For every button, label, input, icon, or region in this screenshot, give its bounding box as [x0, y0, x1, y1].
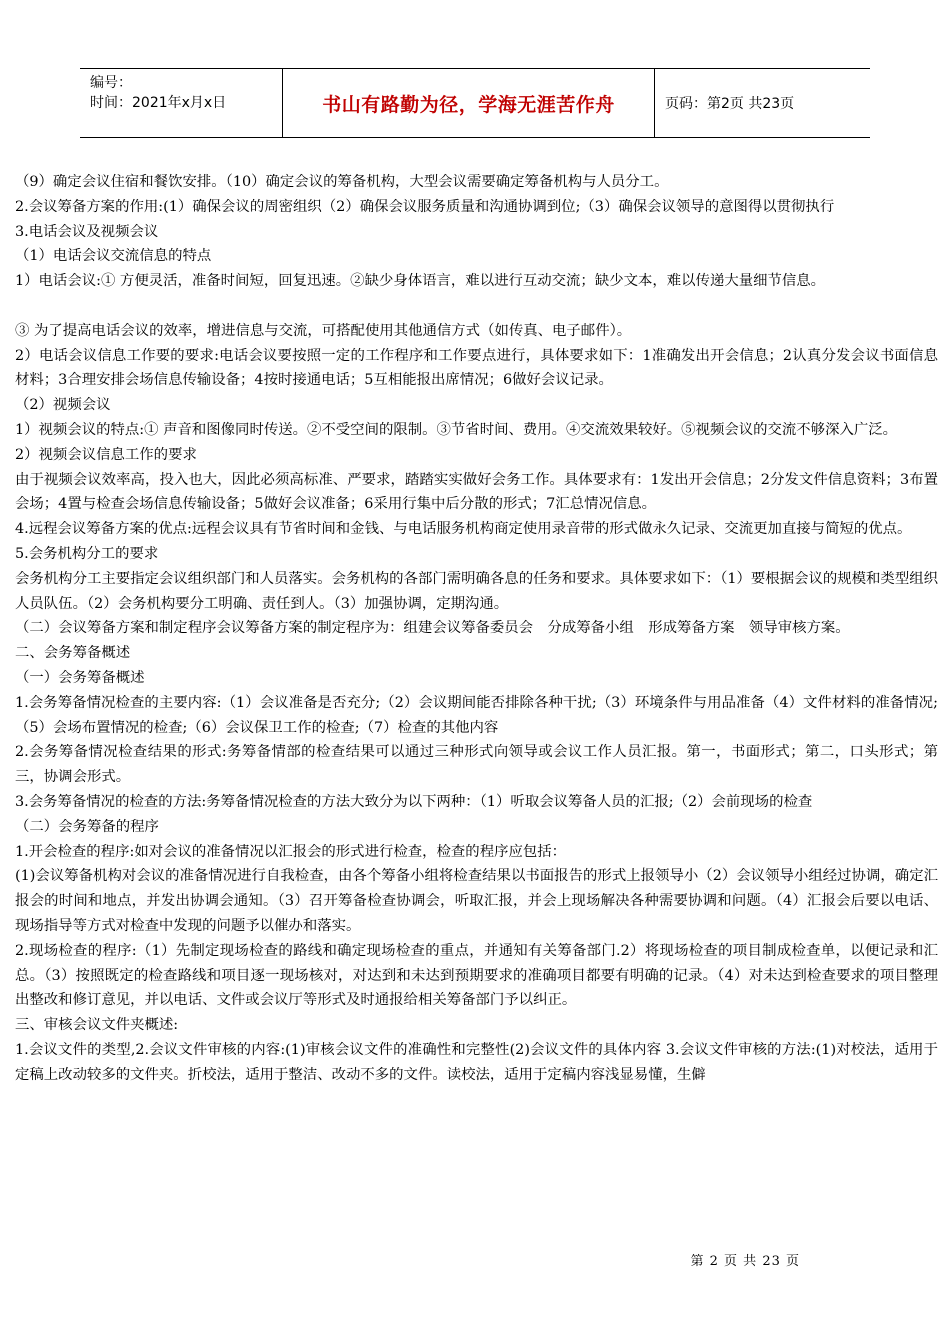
paragraph: 2）视频会议信息工作的要求 [15, 446, 197, 463]
paragraph: （9）确定会议住宿和餐饮安排。（10）确定会议的筹备机构，大型会议需要确定筹备机构与人员分工。 [15, 174, 669, 190]
paragraph: ③ 为了提高电话会议的效率，增进信息与交流，可搭配使用其他通信方式（如传真、电子邮件）。 [15, 322, 632, 339]
paragraph: （一）会务筹备概述 [15, 669, 145, 686]
paragraph: 1）视频会议的特点:① 声音和图像同时传送。②不受空间的限制。③节省时间、费用。④交流效果较好。⑤视频会议的交流不够深入广泛。 [15, 421, 898, 438]
paragraph: 2.现场检查的程序:（1）先制定现场检查的路线和确定现场检查的重点，并通知有关筹备部门.2）将现场检查的项目制成检查单，以便记录和汇总。（3）按照既定的检查路线和项目逐一现场核对，对达到和未达到预期要求的准确项目都要有明确的记录。（4）对未达到检查要求的项目整理出整改和修订意见，并以电话、文件或会议厅等形式及时通报给相关筹备部门予以纠正。 [15, 942, 938, 1009]
paragraph: 三、审核会议文件夹概述: [15, 1017, 179, 1034]
paragraph: 3.电话会议及视频会议 [15, 223, 159, 240]
paragraph: 2.会议筹备方案的作用:(1）确保会议的周密组织（2）确保会议服务质量和沟通协调到位;（3）确保会议领导的意图得以贯彻执行 [15, 198, 835, 215]
paragraph: 1.会务筹备情况检查的主要内容:（1）会议准备是否充分;（2）会议期间能否排除各种干扰;（3）环境条件与用品准备（4）文件材料的准备情况;（5）会场布置情况的检查;（6）会议保卫工作的检查;（7）检查的其他内容 [15, 694, 938, 736]
document-date-label: 时间：2021年x月x日 [90, 95, 227, 111]
paragraph: （1）电话会议交流信息的特点 [15, 248, 212, 265]
paragraph: 5.会务机构分工的要求 [15, 545, 159, 562]
paragraph: 1）电话会议:① 方便灵活，准备时间短，回复迅速。②缺少身体语言，难以进行互动交流；缺少文本，难以传递大量细节信息。 [15, 273, 826, 290]
paragraph: (1)会议筹备机构对会议的准备情况进行自我检查，由各个筹备小组将检查结果以书面报告的形式上报领导小（2）会议领导小组经过协调，确定汇报会的时间和地点，并发出协调会通知。（3）召开筹备检查协调会，听取汇报，并会上现场解决各种需要协调和问题。（4）汇报会后要以电话、现场指导等方式对检查中发现的问题予以催办和落实。 [15, 868, 938, 934]
paragraph: 2）电话会议信息工作要的要求:电话会议要按照一定的工作程序和工作要点进行，具体要求如下：1准确发出开会信息；2认真分发会议书面信息材料；3合理安排会场信息传输设备；4按时接通电话；5互相能报出席情况；6做好会议记录。 [15, 347, 938, 389]
header-page-number: 页码：第2页 共23页 [665, 96, 795, 112]
paragraph: （二）会议筹备方案和制定程序会议筹备方案的制定程序为：组建会议筹备委员会 分成筹备小组 形成筹备方案 领导审核方案。 [15, 620, 850, 637]
paragraph: 1.会议文件的类型,2.会议文件审核的内容:(1)审核会议文件的准确性和完整性(2)会议文件的具体内容 3.会议文件审核的方法:(1)对校法，适用于定稿上改动较多的文件夹。折校法，适用于整洁、改动不多的文件。读校法，适用于定稿内容浅显易懂，生僻 [15, 1041, 938, 1083]
paragraph: （二）会务筹备的程序 [15, 818, 159, 835]
document-body [15, 170, 938, 1087]
paragraph: 3.会务筹备情况的检查的方法:务筹备情况检查的方法大致分为以下两种：（1）听取会议筹备人员的汇报;（2）会前现场的检查 [15, 793, 813, 810]
document-number-label: 编号： [90, 75, 132, 91]
page-header [80, 68, 870, 138]
paragraph: 2.会务筹备情况检查结果的形式:务筹备情部的检查结果可以通过三种形式向领导或会议工作人员汇报。第一，书面形式；第二，口头形式；第三，协调会形式。 [15, 744, 938, 786]
paragraph: 由于视频会议效率高，投入也大，因此必须高标准、严要求，踏踏实实做好会务工作。具体要求有：1发出开会信息；2分发文件信息资料；3布置会场；4置与检查会场信息传输设备；5做好会议准备；6采用行集中后分散的形式；7汇总情况信息。 [15, 471, 938, 513]
paragraph: （2）视频会议 [15, 397, 111, 414]
page-footer: 第 2 页 共 23 页 [690, 1254, 800, 1269]
paragraph: 会务机构分工主要指定会议组织部门和人员落实。会务机构的各部门需明确各息的任务和要求。具体要求如下：（1）要根据会议的规模和类型组织人员队伍。（2）会务机构要分工明确、责任到人。（3）加强协调，定期沟通。 [15, 570, 938, 612]
header-left-cell [80, 69, 283, 137]
paragraph: 4.远程会议筹备方案的优点:远程会议具有节省时间和金钱、与电话服务机构商定使用录音带的形式做永久记录、交流更加直接与简短的优点。 [15, 521, 912, 538]
paragraph: 二、会务筹备概述 [15, 645, 131, 662]
paragraph: 1.开会检查的程序:如对会议的准备情况以汇报会的形式进行检查，检查的程序应包括： [15, 843, 567, 860]
header-motto: 书山有路勤为径，学海无涯苦作舟 [283, 69, 655, 137]
